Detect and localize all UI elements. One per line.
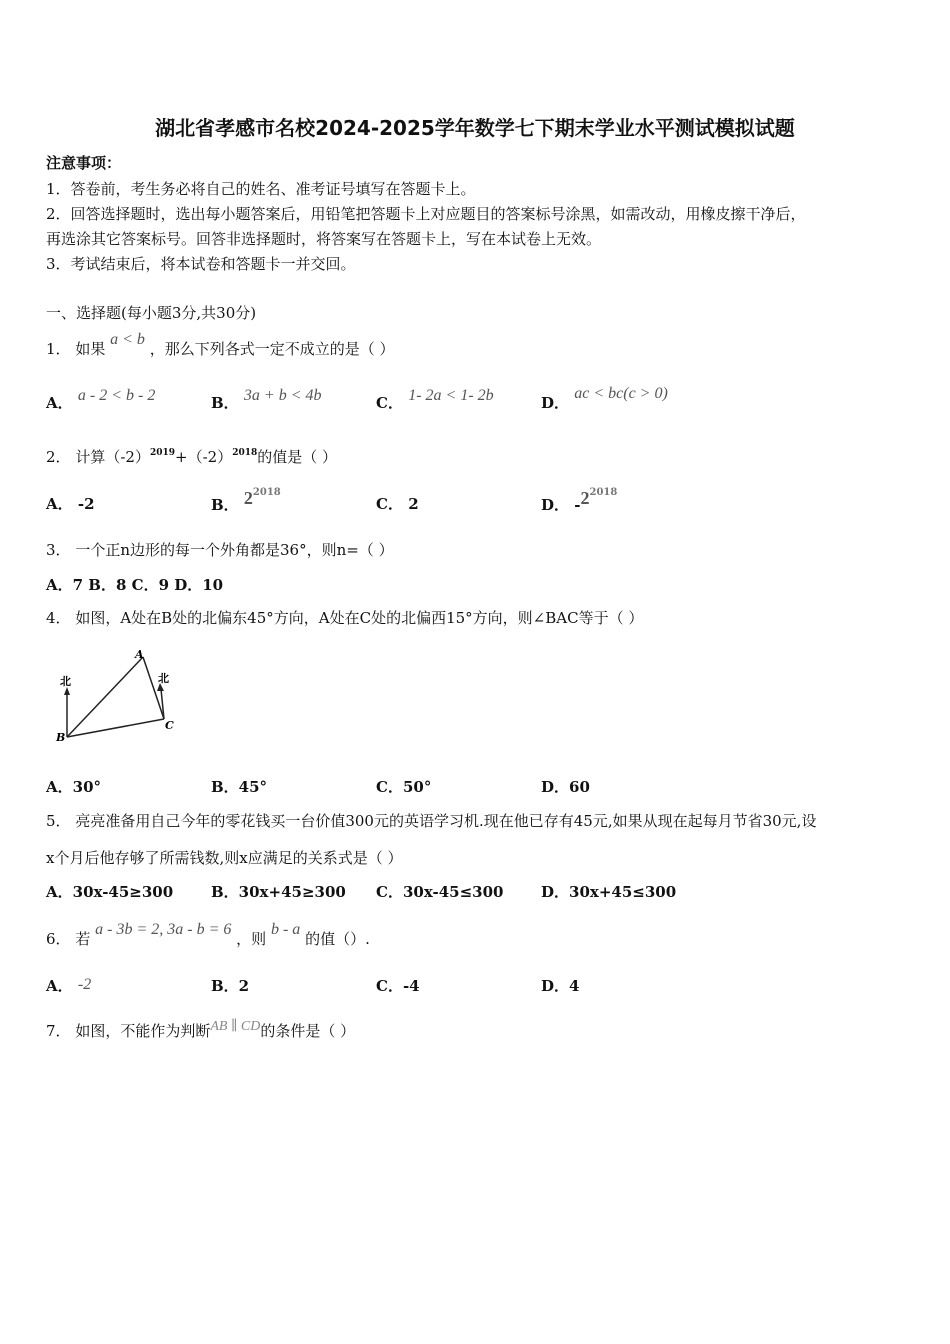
question-6	[46, 921, 370, 949]
q1-option-d	[541, 385, 668, 413]
q2-part2: +（-2）	[175, 448, 233, 466]
q5-stem-line2: x个月后他存够了所需钱数,则x应满足的关系式是（ ）	[46, 849, 403, 867]
q6-middle: ，则	[236, 930, 267, 948]
q3-number: 3．	[46, 541, 71, 559]
q1-option-c	[376, 387, 494, 413]
q2-option-c-letter: C．	[376, 495, 403, 513]
q6-option-c: C．-4	[376, 977, 420, 995]
q6-number: 6．	[46, 930, 71, 948]
q1-option-c-letter: C．	[376, 394, 403, 412]
q6-expression-math: b - a	[270, 921, 301, 938]
q1-option-b-letter: B．	[211, 394, 239, 412]
q1-option-d-letter: D．	[541, 394, 570, 412]
section-heading: 一、选择题(每小题3分,共30分)	[46, 304, 257, 322]
q6-option-a	[46, 975, 91, 996]
q5-number: 5．	[46, 812, 71, 830]
question-4	[46, 607, 643, 628]
q2-option-d-exponent: 2018	[589, 487, 618, 498]
q4-direction-diagram	[50, 645, 190, 745]
q1-stem-prefix: 如果	[75, 340, 106, 358]
q2-option-c	[376, 493, 419, 514]
q2-exponent-1: 2019	[149, 448, 176, 458]
notice-item-2-cont: 再选涂其它答案标号。回答非选择题时，将答案写在答题卡上，写在本试卷上无效。	[46, 230, 602, 248]
q2-option-d-sign: -	[574, 496, 581, 514]
q2-option-a-text: -2	[77, 495, 95, 513]
q2-option-d	[541, 487, 618, 515]
q2-option-b-exponent: 2018	[252, 487, 281, 498]
question-5	[46, 810, 816, 831]
q1-option-c-math: 1- 2a < 1- 2b	[408, 387, 494, 404]
q6-condition-math: a - 3b = 2, 3a - b = 6	[95, 921, 232, 938]
label-a: A	[135, 648, 144, 661]
q2-option-b	[211, 487, 281, 515]
notice-item-1: 1．答卷前，考生务必将自己的姓名、准考证号填写在答题卡上。	[46, 180, 476, 198]
q2-part1: 计算（-2）	[75, 448, 150, 466]
q1-option-b	[211, 387, 322, 413]
q5-option-a: A．30x-45≥300	[46, 883, 174, 901]
q6-option-b: B．2	[211, 977, 250, 995]
q2-option-a-letter: A．	[46, 495, 73, 513]
q1-number: 1．	[46, 340, 71, 358]
q1-option-a-letter: A．	[46, 394, 73, 412]
notice-item-3: 3．考试结束后，将本试卷和答题卡一并交回。	[46, 255, 356, 273]
q7-suffix: 的条件是（ ）	[260, 1022, 356, 1040]
label-c: C	[165, 719, 174, 732]
q7-number: 7．	[46, 1022, 71, 1040]
q2-part3: 的值是（ ）	[257, 448, 338, 466]
q2-option-d-base: 2	[580, 488, 590, 508]
question-1	[46, 331, 395, 359]
q1-option-d-math: ac < bc(c > 0)	[574, 385, 668, 402]
q5-stem-line1: 亮亮准备用自己今年的零花钱买一台价值300元的英语学习机.现在他已存有45元,如果从现在起每月节省30元,设	[75, 812, 817, 830]
q5-option-b: B．30x+45≥300	[211, 883, 346, 901]
north-arrowhead-b	[64, 687, 70, 695]
q5-option-d: D．30x+45≤300	[541, 883, 677, 901]
q4-option-a: A．30°	[46, 778, 102, 796]
q2-option-b-base: 2	[243, 488, 253, 508]
q6-option-a-letter: A．	[46, 977, 73, 995]
q2-number: 2．	[46, 448, 71, 466]
q4-option-c: C．50°	[376, 778, 432, 796]
q4-option-b: B．45°	[211, 778, 268, 796]
q6-prefix: 若	[75, 930, 91, 948]
q4-option-d: D．60	[541, 778, 590, 796]
notice-heading: 注意事项：	[46, 154, 122, 172]
label-north-c: 北	[158, 672, 169, 685]
q3-options: A．7 B．8 C．9 D．10	[46, 576, 224, 594]
q2-option-c-text: 2	[408, 495, 419, 513]
notice-item-2: 2．回答选择题时，选出每小题答案后，用铅笔把答题卡上对应题目的答案标号涂黑，如需改动，用橡皮擦干净后，	[46, 205, 806, 223]
q3-stem: 一个正n边形的每一个外角都是36°，则n=（ ）	[75, 541, 394, 559]
q7-parallel-math: AB ∥ CD	[210, 1019, 261, 1034]
q6-suffix: 的值（）.	[305, 930, 370, 948]
q1-condition-math: a < b	[110, 331, 145, 348]
question-3	[46, 539, 394, 560]
question-7	[46, 1020, 355, 1041]
q5-option-c: C．30x-45≤300	[376, 883, 504, 901]
q1-option-a	[46, 387, 156, 413]
q2-option-a	[46, 493, 95, 514]
q4-stem: 如图，A处在B处的北偏东45°方向，A处在C处的北偏西15°方向，则∠BAC等于（ ）	[75, 609, 644, 627]
q4-number: 4．	[46, 609, 71, 627]
q1-stem-suffix: ，那么下列各式一定不成立的是（ ）	[149, 340, 395, 358]
question-2	[46, 446, 337, 467]
label-b: B	[56, 731, 66, 744]
label-north-b: 北	[60, 675, 71, 688]
q2-exponent-2: 2018	[232, 448, 258, 458]
q2-option-b-letter: B．	[211, 496, 239, 514]
q2-option-d-letter: D．	[541, 496, 570, 514]
q7-prefix: 如图，不能作为判断	[75, 1022, 211, 1040]
exam-title: 湖北省孝感市名校2024-2025学年数学七下期末学业水平测试模拟试题	[155, 116, 795, 140]
q1-option-b-math: 3a + b < 4b	[243, 387, 322, 404]
q6-option-d: D．4	[541, 977, 580, 995]
q1-option-a-math: a - 2 < b - 2	[77, 387, 156, 404]
q6-option-a-math: -2	[77, 976, 92, 993]
